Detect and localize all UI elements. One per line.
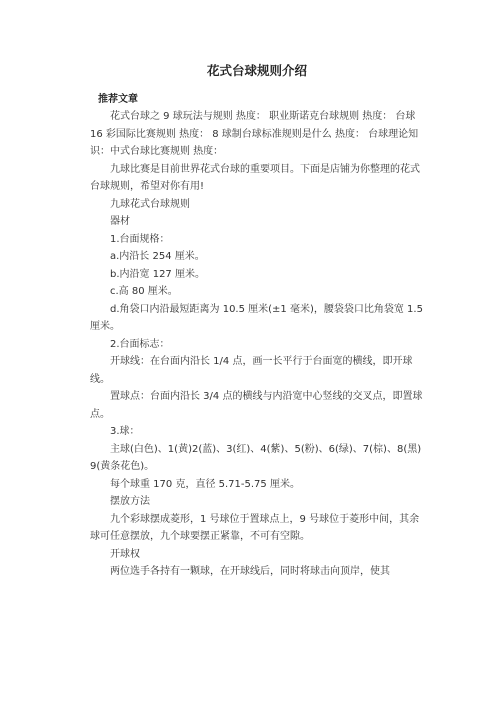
spec-item-d: d.角袋口内沿最短距离为 10.5 厘米(±1 毫米)，腰袋袋口比角袋宽 1.5 厘米。: [90, 303, 423, 332]
page-title: 花式台球规则介绍: [206, 63, 307, 78]
balls-heading: 3.球：: [110, 426, 140, 437]
spec-item-c: c.高 80 厘米。: [110, 286, 178, 297]
racking-heading: 摆放方法: [110, 496, 150, 507]
break-right-heading: 开球权: [110, 548, 140, 560]
spec-item-a: a.内沿长 254 厘米。: [110, 251, 205, 262]
racking-paragraph: 九个彩球摆成菱形，1 号球位于置球点上，9 号球位于菱形中间，其余球可任意摆放，九个球要摆正紧靠，不可有空隙。: [90, 513, 420, 542]
related-articles: 花式台球之 9 球玩法与规则 热度： 职业斯诺克台球规则 热度： 台球 16 彩国际比赛规则 热度： 8 球制台球标准规则是什么 热度： 台球理论知识：中式台球比赛规则 热度：: [90, 111, 419, 157]
section-heading-equipment: 器材: [110, 216, 130, 227]
spot-paragraph: 置球点：台面内沿长 3/4 点的横线与内沿宽中心竖线的交叉点，即置球点。: [90, 391, 423, 420]
recommend-heading: 推荐文章: [98, 94, 138, 105]
ball-weight-paragraph: 每个球重 170 克，直径 5.71-5.75 厘米。: [110, 478, 300, 490]
section-heading-rules: 九球花式台球规则: [110, 198, 190, 210]
break-right-paragraph: 两位选手各持有一颗球，在开球线后，同时将球击向顶岸，使其: [110, 566, 390, 577]
table-spec-heading: 1.台面规格：: [110, 233, 170, 245]
balls-colors-paragraph: 主球(白色)、1(黄)2(蓝)、3(红)、4(紫)、5(粉)、6(绿)、7(棕)、8(黑)9(黄条花色)。: [90, 443, 422, 472]
intro-paragraph: 九球比赛是目前世界花式台球的重要项目。下面是店铺为你整理的花式台球规则，希望对你有用!: [90, 163, 420, 192]
spec-item-b: b.内沿宽 127 厘米。: [110, 268, 205, 280]
break-line-paragraph: 开球线：在台面内沿长 1/4 点，画一长平行于台面宽的横线，即开球线。: [90, 356, 413, 385]
table-marks-heading: 2.台面标志：: [110, 338, 170, 350]
